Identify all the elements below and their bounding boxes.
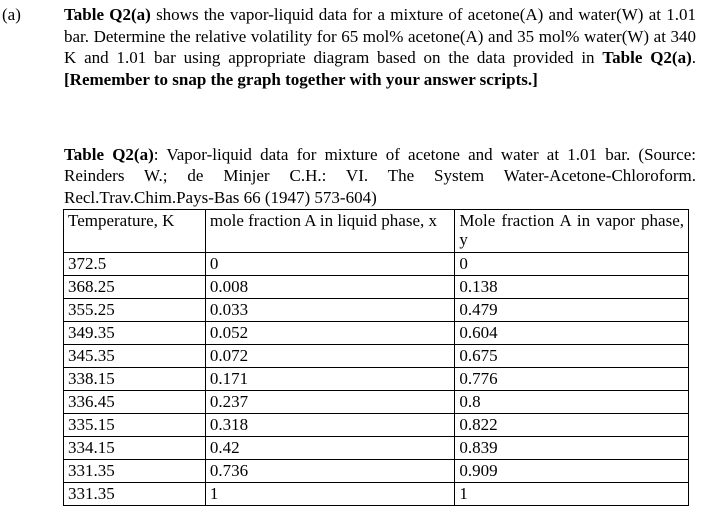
- cell-vapor-y: 0.479: [455, 299, 689, 322]
- cell-temperature: 336.45: [64, 391, 206, 414]
- cell-liquid-x: 0.318: [205, 414, 455, 437]
- cell-temperature: 345.35: [64, 345, 206, 368]
- table-body: [64, 253, 689, 506]
- table-row: [64, 276, 689, 299]
- table-row: [64, 483, 689, 506]
- cell-liquid-x: 0.736: [205, 460, 455, 483]
- cell-vapor-y: 0.776: [455, 368, 689, 391]
- cell-liquid-x: 0.052: [205, 322, 455, 345]
- table-row: [64, 460, 689, 483]
- cell-vapor-y: 0.604: [455, 322, 689, 345]
- cell-temperature: 331.35: [64, 460, 206, 483]
- cell-temperature: 372.5: [64, 253, 206, 276]
- header-temperature: Temperature, K: [64, 210, 206, 253]
- question-body-end: .: [691, 48, 696, 67]
- cell-vapor-y: 0: [455, 253, 689, 276]
- cell-vapor-y: 0.138: [455, 276, 689, 299]
- cell-vapor-y: 0.8: [455, 391, 689, 414]
- table-reference-2: Table Q2(a): [602, 48, 692, 67]
- question-label: (a): [2, 5, 21, 24]
- header-liquid-fraction: mole fraction A in liquid phase, x: [205, 210, 455, 253]
- caption-reference: Table Q2(a): [64, 145, 154, 164]
- question-text: [64, 4, 696, 90]
- table-row: [64, 253, 689, 276]
- caption-text: : Vapor-liquid data for mixture of acetone and water at 1.01 bar. (Source: Reinders W.; de Minjer C.H.: VI. The System Water-Acetone-Chloroform. Recl.Trav.Chim.Pays-Bas 66 (1947) 573-604): [64, 145, 696, 207]
- cell-liquid-x: 0.008: [205, 276, 455, 299]
- cell-liquid-x: 0.237: [205, 391, 455, 414]
- vle-data-table: [63, 209, 689, 506]
- table-caption: [64, 144, 696, 208]
- cell-temperature: 331.35: [64, 483, 206, 506]
- cell-vapor-y: 0.839: [455, 437, 689, 460]
- table-header-row: [64, 210, 689, 253]
- cell-vapor-y: 1: [455, 483, 689, 506]
- cell-temperature: 335.15: [64, 414, 206, 437]
- cell-vapor-y: 0.675: [455, 345, 689, 368]
- cell-temperature: 338.15: [64, 368, 206, 391]
- cell-liquid-x: 0: [205, 253, 455, 276]
- cell-temperature: 368.25: [64, 276, 206, 299]
- header-vapor-fraction: Mole fraction A in vapor phase, y: [455, 210, 689, 253]
- cell-temperature: 334.15: [64, 437, 206, 460]
- table-row: [64, 299, 689, 322]
- cell-liquid-x: 0.033: [205, 299, 455, 322]
- cell-liquid-x: 0.42: [205, 437, 455, 460]
- table-row: [64, 437, 689, 460]
- table-row: [64, 391, 689, 414]
- cell-liquid-x: 1: [205, 483, 455, 506]
- cell-liquid-x: 0.171: [205, 368, 455, 391]
- table-reference: Table Q2(a): [64, 5, 151, 24]
- table-row: [64, 368, 689, 391]
- table-row: [64, 414, 689, 437]
- table-row: [64, 322, 689, 345]
- cell-vapor-y: 0.822: [455, 414, 689, 437]
- table-row: [64, 345, 689, 368]
- instruction-note: [Remember to snap the graph together with your answer scripts.]: [64, 69, 538, 89]
- cell-vapor-y: 0.909: [455, 460, 689, 483]
- cell-temperature: 349.35: [64, 322, 206, 345]
- cell-temperature: 355.25: [64, 299, 206, 322]
- question-body: shows the vapor-liquid data for a mixture of acetone(A) and water(W) at 1.01 bar. Determine the relative volatility for 65 mol% acetone(A) and 35 mol% water(W) at 340 K and 1.01 bar using appropriate diagram based on the data provided in: [64, 5, 697, 67]
- cell-liquid-x: 0.072: [205, 345, 455, 368]
